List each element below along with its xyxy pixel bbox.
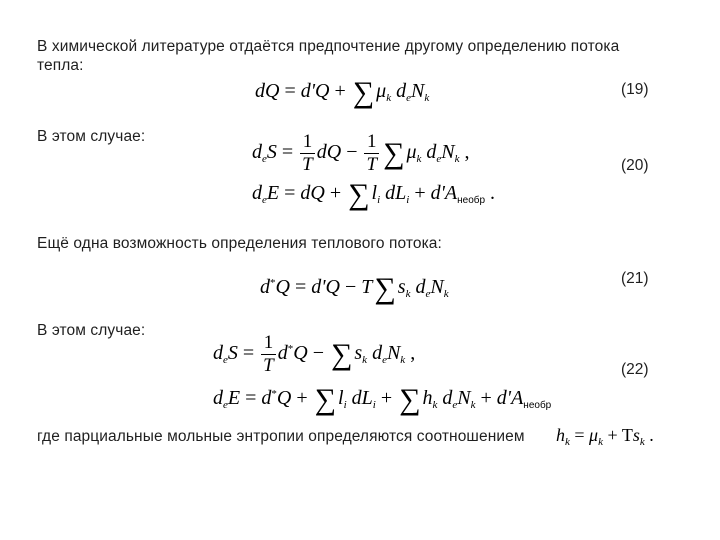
- equation-number-20: (20): [621, 157, 649, 174]
- equation-number-22: (22): [621, 361, 649, 378]
- final-relation: $h_k = \mu_k + Ts_k$ .: [556, 425, 654, 448]
- equation-number-21: (21): [621, 270, 649, 287]
- equation-20b: $d_eE$ = dQ + ∑ $l_i$ $dL_i + d'A_{необр}$ .: [252, 178, 496, 211]
- equation-number-19: (19): [621, 81, 649, 98]
- equation-22b: $d_eE = d^*Q$ + ∑ $l_i$ $dL_i$ + ∑ $h_k$ $d_eN_k + d'A_{необр}$: [213, 383, 552, 416]
- equation-21: d*Q = d'Q − T∑ $s_k$ $d_eN_k$: [260, 272, 449, 305]
- case-label-2: В этом случае:: [37, 322, 146, 339]
- case-label-1: В этом случае:: [37, 128, 146, 145]
- equation-22a: $d_eS$ = $\frac{1}{T}$ d*Q − ∑ $s_k$ $d_eN_k$ ,: [213, 332, 416, 376]
- equation-20a: $d_eS$ = $\frac{1}{T}$ dQ − $\frac{1}{T}$ ∑ $\mu_k$ $d_eN_k$ ,: [252, 131, 470, 175]
- intro-text-line1: В химической литературе отдаётся предпочтение другому определению потока: [37, 38, 620, 55]
- equation-19: dQ = d'Q + ∑ $\mu_k$ $d_eN_k$: [255, 76, 430, 109]
- intro-text-line2: тепла:: [37, 57, 84, 74]
- final-text: где парциальные мольные энтропии определяются соотношением: [37, 428, 525, 445]
- another-definition-text: Ещё одна возможность определения теплового потока:: [37, 235, 442, 252]
